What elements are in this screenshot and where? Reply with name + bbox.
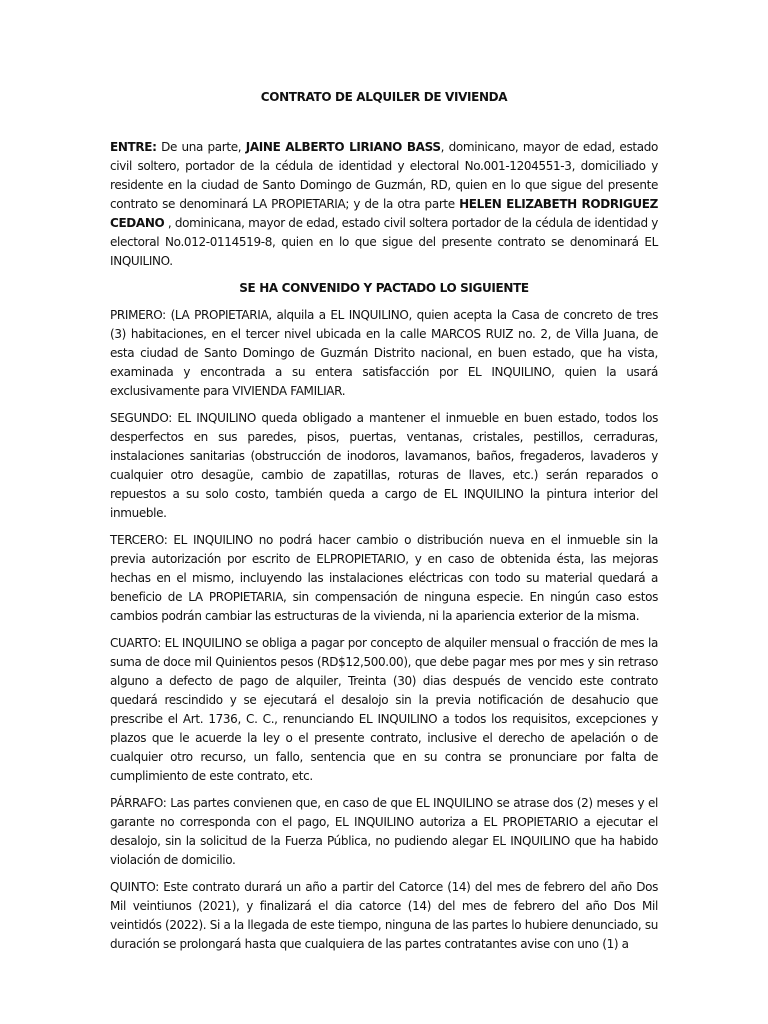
tenant-name: HELEN ELIZABETH RODRIGUEZ CEDANO [110,197,658,230]
clause-cuarto: CUARTO: EL INQUILINO se obliga a pagar por concepto de alquiler mensual o fracción de mes la suma de doce mil Quinientos pesos (RD$12,500.00), que debe pagar mes por mes y sin retraso alguno a defecto de pago de alquiler, Treinta (30) dias después de vencido este contrato quedará rescindido y se ejecutará el desalojo sin la previa notificación de desahucio que prescribe el Art. 1736, C. C., renunciando EL INQUILINO a todos los requisitos, excepciones y plazos que le acuerde la ley o el presente contrato, inclusive el derecho de apelación o de cualquier otro recurso, un fallo, sentencia que en su contra se pronunciare por falta de cumplimiento de este contrato, etc. [110,636,658,783]
entre-text-2: , dominicano, mayor de edad, estado civil soltero, portador de la cédula de identidad y electoral No.001-1204551-3, domiciliado y residente en la ciudad de Santo Domingo de Guzmán, RD, quien en lo que sigue del presente contrato se denominará LA PROPIETARIA; y de la otra parte [110,140,658,211]
entre-label: ENTRE: [110,140,157,154]
clause-segundo: SEGUNDO: EL INQUILINO queda obligado a mantener el inmueble en buen estado, todos los desperfectos en sus paredes, pisos, puertas, ventanas, cristales, pestillos, cerraduras, instalaciones sanitarias (obstrucción de inodoros, lavamanos, baños, fregaderos, lavaderos y cualquier otro desagüe, cambio de zapatillas, roturas de llaves, etc.) serán reparados o repuestos a su solo costo, también queda a cargo de EL INQUILINO la pintura interior del inmueble. [110,411,658,520]
section-heading: SE HA CONVENIDO Y PACTADO LO SIGUIENTE [239,281,529,295]
entre-text-1: De una parte, [156,140,246,154]
landlord-name: JAINE ALBERTO LIRIANO BASS [245,140,441,154]
document-title: CONTRATO DE ALQUILER DE VIVIENDA [260,90,508,104]
clause-tercero: TERCERO: EL INQUILINO no podrá hacer cambio o distribución nueva en el inmueble sin la previa autorización por escrito de ELPROPIETARIO, y en caso de obtenida ésta, las mejoras hechas en el mismo, incluyendo las instalaciones eléctricas con todo su material quedará a beneficio de LA PROPIETARIA, sin compensación de ninguna especie. En ningún caso estos cambios podrán cambiar las estructuras de la vivienda, ni la apariencia exterior de la misma. [110,533,658,623]
clause-quinto: QUINTO: Este contrato durará un año a partir del Catorce (14) del mes de febrero del año Dos Mil veintiunos (2021), y finalizará el dia catorce (14) del mes de febrero del año Dos Mil veintidós (2022). Si a la llegada de este tiempo, ninguna de las partes lo hubiere denunciado, su duración se prolongará hasta que cualquiera de las partes contratantes avise con uno (1) a [110,880,658,951]
clause-primero: PRIMERO: (LA PROPIETARIA, alquila a EL INQUILINO, quien acepta la Casa de concreto de tres (3) habitaciones, en el tercer nivel ubicada en la calle MARCOS RUIZ no. 2, de Villa Juana, de esta ciudad de Santo Domingo de Guzmán Distrito nacional, en buen estado, que ha vista, examinada y encontrada a su entera satisfacción por EL INQUILINO, quien la usará exclusivamente para VIVIENDA FAMILIAR. [110,308,658,398]
clause-entre [110,138,658,271]
clause-parrafo: PÁRRAFO: Las partes convienen que, en caso de que EL INQUILINO se atrase dos (2) meses y el garante no corresponda con el pago, EL INQUILINO autoriza a EL PROPIETARIO a ejecutar el desalojo, sin la solicitud de la Fuerza Pública, no pudiendo alegar EL INQUILINO que ha habido violación de domicilio. [110,796,658,867]
entre-text-3: , dominicana, mayor de edad, estado civil soltera portador de la cédula de identidad y electoral No.012-0114519-8, quien en lo que sigue del presente contrato se denominará EL INQUILINO. [110,216,658,268]
